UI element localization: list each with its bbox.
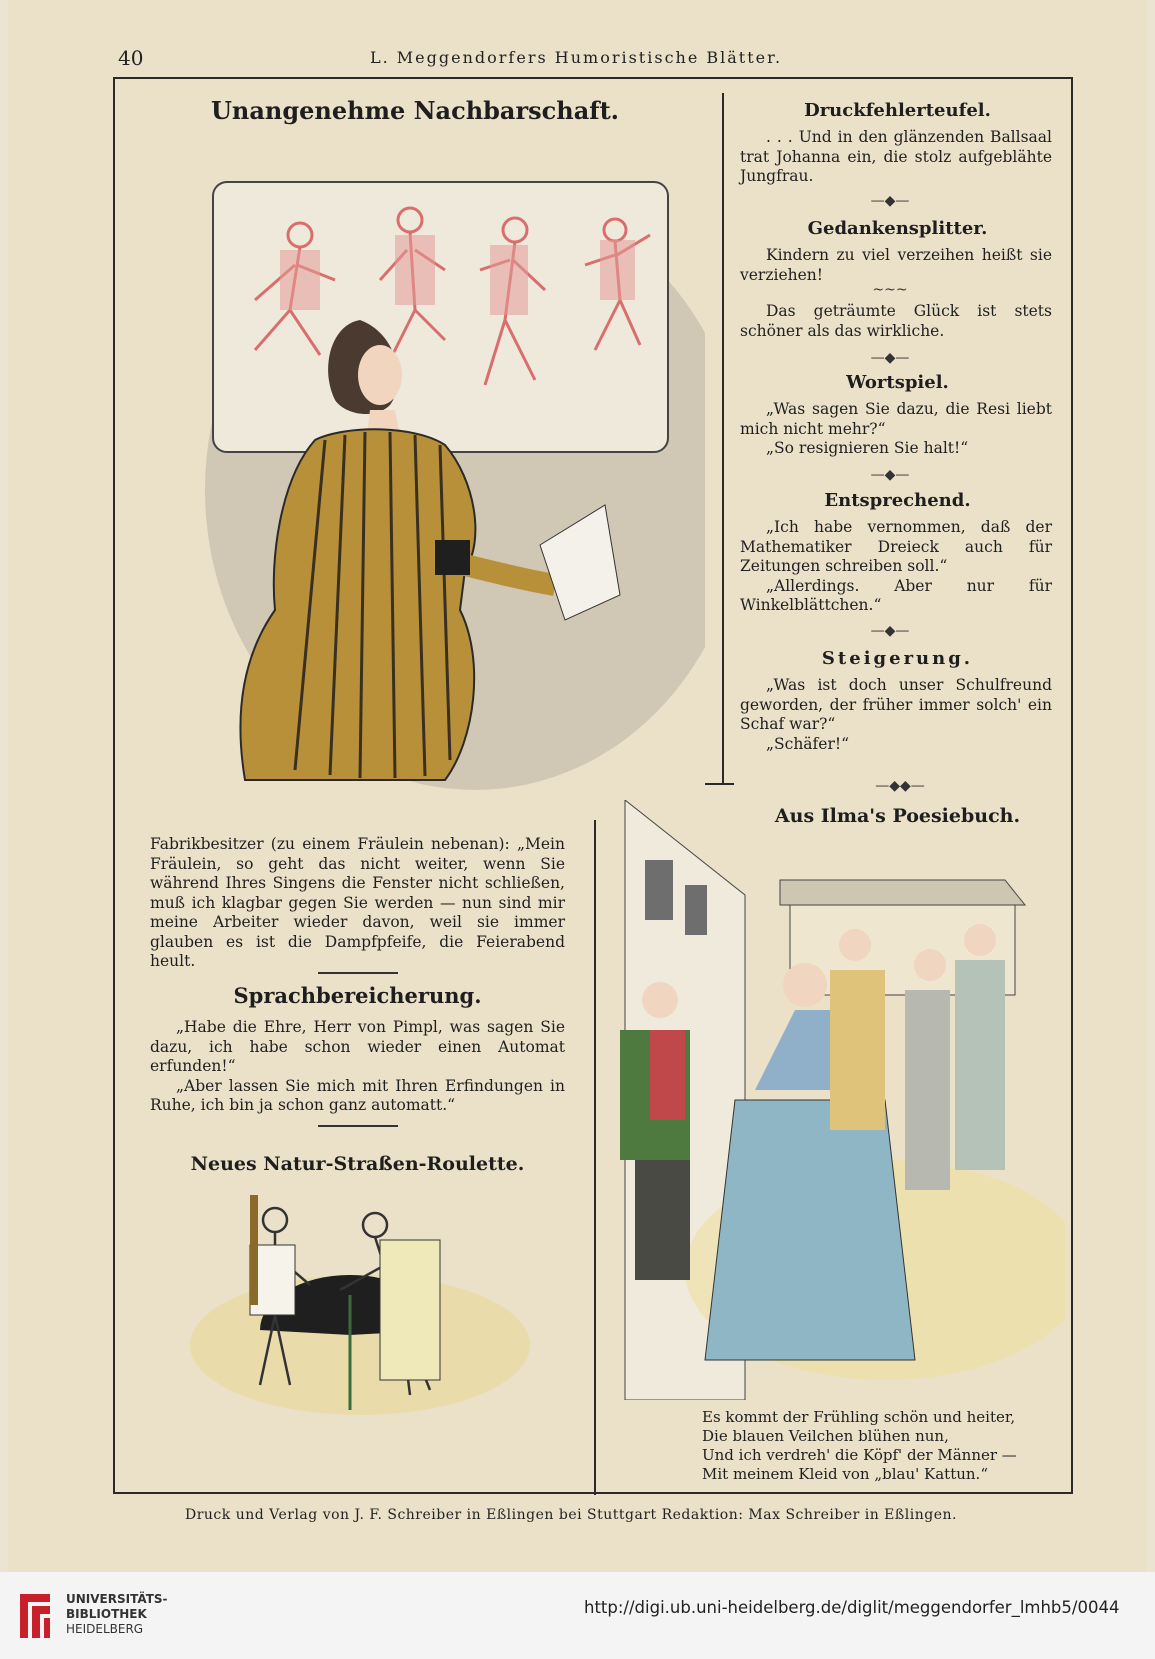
ornament-separator: —◆— [870, 193, 910, 209]
poesiebuch-illustration [605, 800, 1065, 1400]
dialog-line: „Ich habe vernommen, daß der Mathematiker Dreieck auch für Zeitungen schreiben soll.“ [740, 518, 1052, 575]
wortspiel-text [740, 400, 1052, 459]
dialog-line: „Schäfer!“ [766, 734, 850, 753]
title-druckfehlerteufel: Druckfehlerteufel. [804, 100, 991, 121]
ornament-separator: —◆— [870, 623, 910, 639]
library-logo-icon [14, 1588, 56, 1644]
poem-line: Die blauen Veilchen blühen nun, [702, 1427, 949, 1445]
dialog-line: „Was ist doch unser Schulfreund geworden, der früher immer solch' ein Schaf war?“ [740, 676, 1052, 733]
druckfehlerteufel-text [740, 128, 1052, 187]
poem-line: Und ich verdreh' die Köpf' der Männer — [702, 1446, 1017, 1464]
gedanken-para: Das geträumte Glück ist stets schöner als das wirkliche. [740, 302, 1052, 340]
title-wortspiel: Wortspiel. [846, 372, 949, 393]
poem-line: Mit meinem Kleid von „blau' Kattun.“ [702, 1465, 988, 1483]
column-divider [722, 93, 724, 783]
druck-para: . . . Und in den glänzenden Ballsaal trat Johanna ein, die stolz aufgeblähte Jungfrau. [740, 128, 1052, 185]
library-name-line: HEIDELBERG [66, 1622, 144, 1636]
gedankensplitter-1 [740, 246, 1052, 285]
tilde-separator: ~~~ [872, 282, 908, 298]
gedanken-para: Kindern zu viel verzeihen heißt sie verziehen! [740, 246, 1052, 284]
dialog-line: „Was sagen Sie dazu, die Resi liebt mich nicht mehr?“ [740, 400, 1052, 438]
ornament-separator: —◆◆— [875, 778, 925, 794]
running-title: L. Meggendorfers Humoristische Blätter. [370, 48, 783, 67]
library-name-line: BIBLIOTHEK [66, 1607, 147, 1621]
page-number: 40 [118, 46, 144, 70]
caption-fabrikbesitzer: Fabrikbesitzer (zu einem Fräulein nebenan): „Mein Fräulein, so geht das nicht weiter, wenn Sie während Ihres Singens die Fenster nicht schließen, muß ich klagbar gegen Sie werden — nun sind mir meine Arbeiter wieder davon, weil sie immer glauben es ist die Dampfpfeife, die Feierabend heult. [150, 835, 565, 970]
title-sprachbereicherung: Sprachbereicherung. [233, 983, 482, 1008]
section-rule [318, 972, 398, 974]
title-unangenehme-nachbarschaft: Unangenehme Nachbarschaft. [210, 96, 620, 125]
dialog-line: „Aber lassen Sie mich mit Ihren Erfindungen in Ruhe, ich bin ja schon ganz automatt.“ [150, 1076, 565, 1114]
ornament-separator: —◆— [870, 467, 910, 483]
title-entsprechend: Entsprechend. [824, 490, 971, 511]
dialog-line: „So resignieren Sie halt!“ [766, 439, 969, 457]
title-poesiebuch: Aus Ilma's Poesiebuch. [774, 805, 1021, 827]
steigerung-text [740, 676, 1052, 754]
entsprechend-text [740, 518, 1052, 616]
section-rule [318, 1125, 398, 1127]
title-steigerung: Steigerung. [821, 648, 974, 669]
dialog-line: „Habe die Ehre, Herr von Pimpl, was sagen Sie dazu, ich habe schon wieder einen Automat erfunden!“ [150, 1018, 565, 1075]
gedankensplitter-2 [740, 302, 1052, 341]
singer-illustration [145, 140, 705, 820]
sprachbereicherung-text [150, 1018, 565, 1116]
title-roulette: Neues Natur-Straßen-Roulette. [190, 1153, 525, 1175]
library-name-line: UNIVERSITÄTS- [66, 1592, 168, 1606]
roulette-illustration [180, 1195, 540, 1435]
column-divider-lower [594, 795, 596, 1495]
title-gedankensplitter: Gedankensplitter. [807, 218, 988, 239]
dialog-line: „Allerdings. Aber nur für Winkelblättchen.“ [740, 576, 1052, 614]
ornament-separator: —◆— [870, 350, 910, 366]
source-url-link[interactable]: http://digi.ub.uni-heidelberg.de/diglit/meggendorfer_lmhb5/0044 [584, 1598, 1120, 1617]
poem [702, 1408, 1017, 1484]
library-name [66, 1592, 168, 1637]
poem-line: Es kommt der Frühling schön und heiter, [702, 1408, 1016, 1426]
imprint-footer: Druck und Verlag von J. F. Schreiber in Eßlingen bei Stuttgart Redaktion: Max Schreiber in Eßlingen. [185, 1507, 957, 1523]
